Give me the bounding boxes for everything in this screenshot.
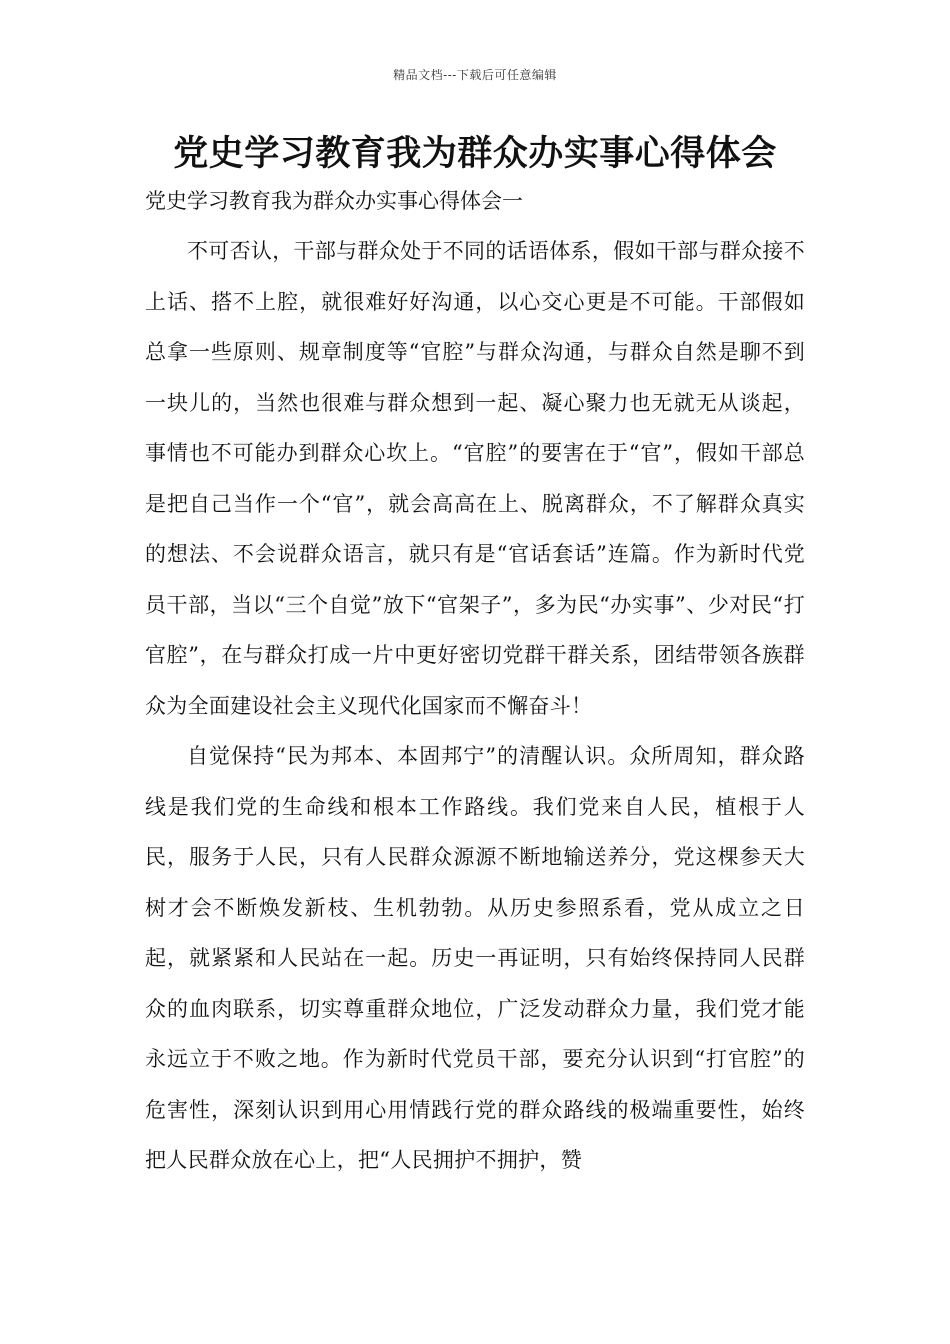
document-subtitle: 党史学习教育我为群众办实事心得体会一	[145, 189, 523, 213]
header-note: 精品文档---下载后可任意编辑	[393, 68, 557, 82]
paragraph: 不可否认，干部与群众处于不同的话语体系，假如干部与群众接不上话、搭不上腔，就很难好好沟通，以心交心更是不可能。干部假如总拿一些原则、规章制度等“官腔”与群众沟通，与群众自然是聊不到一块儿的，当然也很难与群众想到一起、凝心聚力也无就无从谈起，事情也不可能办到群众心坎上。“官腔”的要害在于“官”，假如干部总是把自己当作一个“官”，就会高高在上、脱离群众，不了解群众真实的想法、不会说群众语言，就只有是“官话套话”连篇。作为新时代党员干部，当以“三个自觉”放下“官架子”，多为民“办实事”、少对民“打官腔”，在与群众打成一片中更好密切党群干群关系，团结带领各族群众为全面建设社会主义现代化国家而不懈奋斗！	[145, 239, 805, 718]
document-body	[145, 226, 805, 1186]
paragraph: 自觉保持“民为邦本、本固邦宁”的清醒认识。众所周知，群众路线是我们党的生命线和根本工作路线。我们党来自人民，植根于人民，服务于人民，只有人民群众源源不断地输送养分，党这棵参天大树才会不断焕发新枝、生机勃勃。从历史参照系看，党从成立之日起，就紧紧和人民站在一起。历史一再证明，只有始终保持同人民群众的血肉联系，切实尊重群众地位，广泛发动群众力量，我们党才能永远立于不败之地。作为新时代党员干部，要充分认识到“打官腔”的危害性，深刻认识到用心用情践行党的群众路线的极端重要性，始终把人民群众放在心上，把“人民拥护不拥护，赞	[145, 744, 805, 1172]
document-title: 党史学习教育我为群众办实事心得体会	[173, 134, 777, 174]
